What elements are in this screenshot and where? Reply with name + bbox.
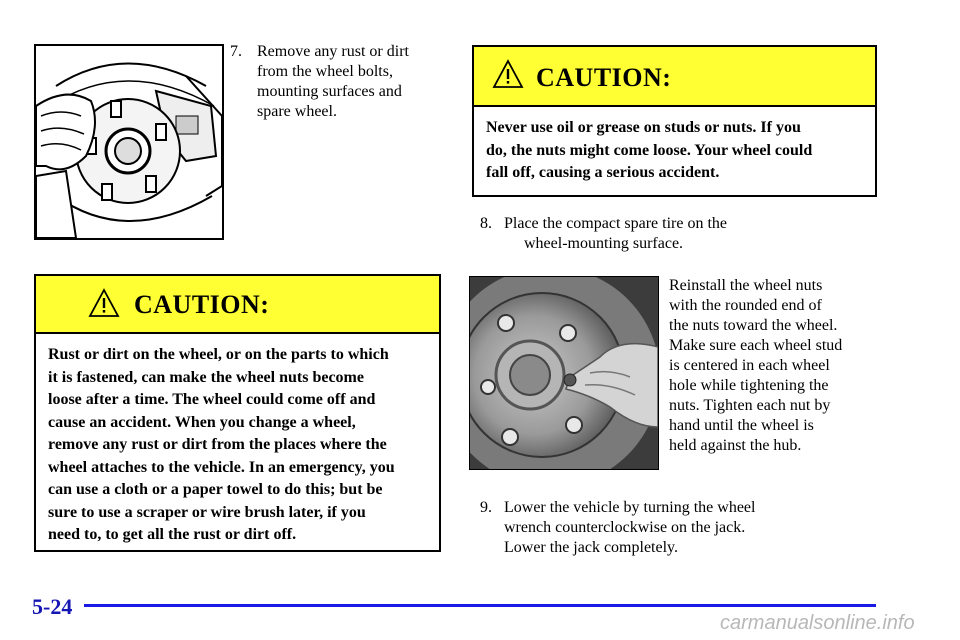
page-number: 5-24 — [32, 594, 73, 619]
caution-title: CAUTION: — [134, 290, 270, 319]
step-9 — [480, 498, 880, 560]
caution-line: wheel attaches to the vehicle. In an emergency, you — [48, 458, 395, 476]
step-9-line-2: wrench counterclockwise on the jack. — [504, 519, 746, 536]
caution-body — [486, 117, 874, 185]
step-number: 7. — [230, 43, 242, 60]
step-7 — [230, 42, 450, 126]
caution-line: loose after a time. The wheel could come off and — [48, 391, 376, 408]
caution-line: can use a cloth or a paper towel to do this; but be — [48, 481, 383, 498]
caution-header — [474, 47, 875, 107]
step-9-line-1: Lower the vehicle by turning the wheel — [504, 499, 756, 516]
step-number: 8. — [480, 215, 492, 232]
step-7-line-3: mounting surfaces and — [257, 83, 402, 100]
paragraph-line: is centered in each wheel — [669, 357, 830, 374]
caution-line: Rust or dirt on the wheel, or on the parts to which — [48, 346, 389, 363]
caution-line: Never use oil or grease on studs or nuts. If you — [486, 119, 801, 136]
caution-line: cause an accident. When you change a wheel, — [48, 413, 356, 431]
caution-header — [36, 276, 439, 334]
warning-triangle-icon — [88, 288, 120, 318]
paragraph-line: Make sure each wheel stud — [669, 337, 843, 354]
paragraph-line: nuts. Tighten each nut by — [669, 397, 831, 414]
reinstall-instructions — [669, 276, 889, 456]
caution-line: sure to use a scraper or wire brush later, if you — [48, 503, 366, 521]
paragraph-line: with the rounded end of — [669, 297, 822, 314]
watermark: carmanualsonline.info — [720, 612, 915, 634]
caution-box-oil — [472, 45, 877, 197]
step-8 — [480, 214, 860, 256]
step-8-line-1: Place the compact spare tire on the — [504, 215, 728, 232]
caution-line: it is fastened, can make the wheel nuts become — [48, 368, 364, 386]
footer-rule — [84, 604, 876, 607]
hub-cleaning-illustration — [34, 44, 224, 240]
paragraph-line: held against the hub. — [669, 437, 802, 454]
paragraph-line: the nuts toward the wheel. — [669, 317, 838, 334]
caution-line: remove any rust or dirt from the places where the — [48, 436, 387, 453]
wheel-photo-drawing — [470, 277, 658, 469]
caution-title: CAUTION: — [536, 63, 672, 92]
step-8-line-2: wheel-mounting surface. — [524, 235, 684, 252]
wheel-nut-photo — [469, 276, 659, 470]
caution-box-rust — [34, 274, 441, 552]
caution-line: do, the nuts might come loose. Your wheel could — [486, 141, 813, 159]
paragraph-line: hand until the wheel is — [669, 417, 814, 434]
step-7-line-2: from the wheel bolts, — [257, 63, 393, 80]
wheel-hub-drawing — [36, 46, 222, 238]
paragraph-line: hole while tightening the — [669, 377, 829, 394]
paragraph-line: Reinstall the wheel nuts — [669, 277, 823, 294]
caution-line: need to, to get all the rust or dirt off. — [48, 526, 297, 543]
warning-triangle-icon — [492, 59, 524, 89]
step-number: 9. — [480, 499, 492, 516]
step-9-line-3: Lower the jack completely. — [504, 539, 678, 556]
caution-line: fall off, causing a serious accident. — [486, 164, 720, 181]
caution-body — [48, 344, 438, 547]
step-7-line-4: spare wheel. — [257, 103, 337, 120]
step-7-line-1: Remove any rust or dirt — [257, 43, 409, 60]
